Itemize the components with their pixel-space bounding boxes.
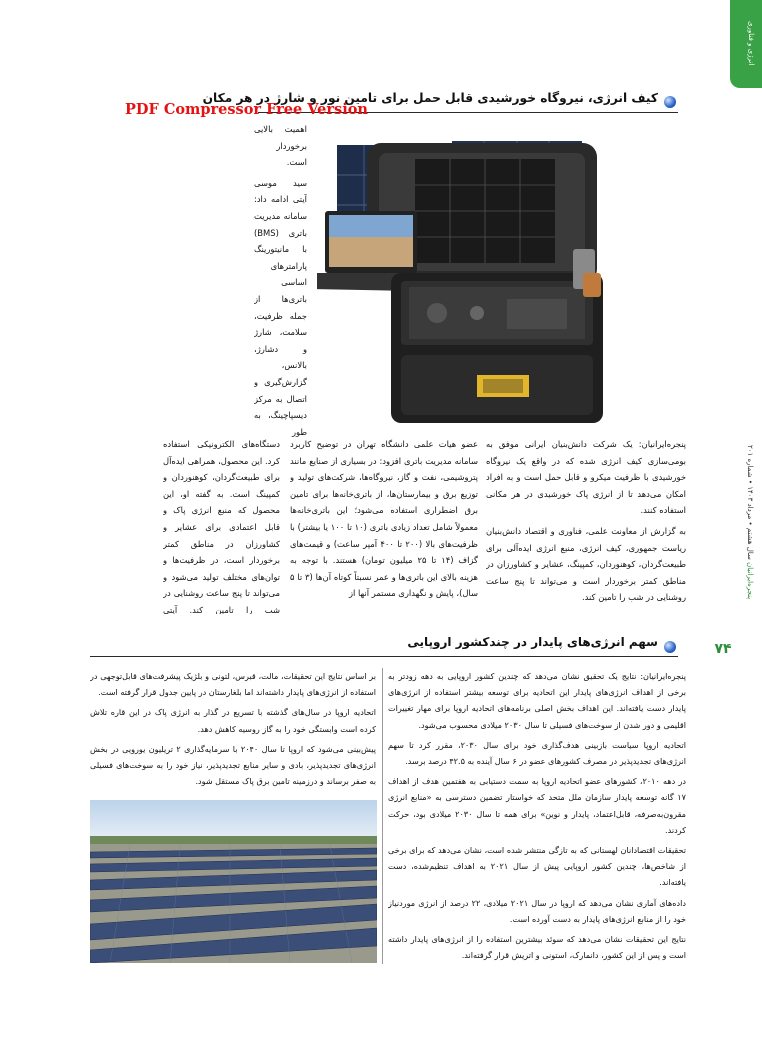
article1-title: کیف انرژی، نیروگاه خورشیدی قابل حمل برای تامین نور و شارژ در هر مکان [202,91,658,105]
article1-left-top-text [254,121,307,441]
article2-right-text [388,668,686,968]
article2-right-p4: تحقیقات اقتصادانان لهستانی که به تازگی منتشر شده است، نشان می‌دهد که برای برخی از شاخص‌ها، چندین کشور اروپایی پیش از سال ۲۰۲۱ به اهداف تنظیم‌شده، دست یافته‌اند. [388,845,686,888]
article2-left-p1: بر اساس نتایج این تحقیقات، مالت، قبرس، لتونی و بلژیک پیشرفت‌های قابل‌توجهی در استفاده از انرژی‌های پایدار داشته‌اند اما بلغارستان در پایین جدول قرار گرفته است. [90,671,376,698]
solar-suitcase-illustration [317,123,604,429]
article2-left-p3: پیش‌بینی می‌شود که اروپا تا سال ۲۰۴۰ با سرمایه‌گذاری ۲ تریلیون یورویی در بخش انرژی‌های تجدیدپذیر، بادی و سایر منابع تجدیدپذیر، نیاز خود را به سوخت‌های فسیلی به صفر برساند و درزمینه تامین برق پاک مستقل شود. [90,743,376,787]
issue-brand: پنجره‌ایرانیان [746,562,754,600]
article2-right-p6: نتایج این تحقیقات نشان می‌دهد که سوئد بیشترین استفاده را از انرژی‌های پایدار داشته است و پس از این کشور، دانمارک، استونی و اتریش قرار گرفته‌اند. [388,934,686,961]
section-tab [730,0,762,88]
article1-left-top-p1: اهمیت بالایی برخوردار است. [254,124,307,168]
solar-farm-illustration [90,800,377,963]
section-tab-label: انرژی و فناوری [747,20,755,66]
article1-right-p1: پنجره‌ایرانیان: یک شرکت دانش‌بنیان ایرانی موفق به بومی‌سازی کیف انرژی شده که در واقع یک نیروگاه خورشیدی با ظرفیت میکرو و قابل حمل است و به افراد امکان می‌دهد تا از انرژی پاک خورشیدی در هر مکانی استفاده کنند. [486,439,686,516]
solar-suitcase-photo [317,123,604,429]
issue-details: سال هشتم • مرداد ۱۴۰۳ • شماره ۲۰۱ [746,445,754,561]
article2-right-p1: پنجره‌ایرانیان: نتایج یک تحقیق نشان می‌دهد که چندین کشور اروپایی به دهه زودتر به برخی از اهداف انرژی‌های پایدار این اتحادیه برای توسعه بیشتر استفاده از انرژی‌های پایدار دست یافته‌اند. این اهداف بخش اصلی برنامه‌های اتحادیه اروپا برای مهار تغییرات اقلیمی و دور شدن از سوخت‌های فسیلی تا سال ۲۰۳۰ میلادی محسوب می‌شود. [388,671,686,730]
article1-right-p2: به گزارش از معاونت علمی، فناوری و اقتصاد دانش‌بنیان ریاست جمهوری، کیف انرژی، منبع انرژی ایده‌آلی برای طبیعت‌گردان، کوهنوردان، کمپینگ، عشایر و کشاورزان در مناطق کمتر برخوردار است و می‌تواند تا پنج ساعت روشنایی در شب را تامین کند. [486,525,686,603]
article1-middle-text [290,436,478,614]
globe-icon [664,641,676,653]
issue-info [736,430,754,615]
article2-right-p5: داده‌های آماری نشان می‌دهد که اروپا در سال ۲۰۲۱ میلادی، ۲۲ درصد از انرژی موردنیاز خود را از منابع انرژی‌های پایدار به دست آورده است. [388,897,686,924]
column-divider [382,668,383,964]
article2-left-p2: اتحادیه اروپا در سال‌های گذشته با تسریع در گذار به انرژی پاک در این قاره تلاش کرده است وابستگی خود را به گاز روسیه کاهش دهد. [90,707,376,734]
article1-left-top-p2: سید موسی آیتی ادامه داد: سامانه مدیریت باتری (BMS) با مانیتورینگ پارامترهای اساسی باتری‌ها از جمله ظرفیت، سلامت، شارژ و دشارژ، بالانس، گزارش‌گیری و اتصال به مرکز دیسپاچینگ، به طور [254,177,307,437]
article2-right-p3: در دهه ۲۰۱۰، کشورهای عضو اتحادیه اروپا به سمت دستیابی به هفتمین هدف از اهداف ۱۷ گانه توسعه پایدار سازمان ملل متحد که خواستار تضمین دسترسی به «منابع انرژی مقرون‌به‌صرفه، قابل‌اعتماد، پایدار و نوین» برای همه تا سال ۲۰۳۰ میلادی بود، حرکت کردند. [388,776,686,835]
article2-title-rule [90,656,678,657]
article1-middle-p1: عضو هیات علمی دانشگاه تهران در توضیح کاربرد سامانه مدیریت باتری افزود: در بسیاری از صنایع مانند پتروشیمی، نفت و گاز، نیروگاه‌ها، شرکت‌های تولید و توزیع برق و بیمارستان‌ها، از باتری‌خانه‌ها برای تامین برق اضطراری استفاده می‌شود؛ این باتری‌خانه‌ها معمولاً شامل تعداد زیادی باتری (۱۰ تا ۱۰۰ یا بیشتر) با ظرفیت‌های بالا (۲۰۰ تا ۴۰۰ آمپر ساعت) و قیمت‌های گزاف (۱۴ تا ۲۵ میلیون تومان) هستند. با توجه به هزینه بالای این باتری‌ها و عمر نسبتاً کوتاه آن‌ها (۳ تا ۵ سال)، پایش و نگهداری مستمر آنها از [290,439,478,599]
article2-right-p2: اتحادیه اروپا سیاست بازبینی هدف‌گذاری خود برای سال ۲۰۳۰، مقرر کرد تا سهم انرژی‌های تجدیدپذیر در مصرف کشورهای عضو در ۶ سال آینده به ۴۲.۵ درصد برسد. [388,739,686,767]
article1-left-bottom-text [163,436,280,614]
article1-left-bottom-p1: دستگاه‌های الکترونیکی استفاده کرد. این محصول، همراهی ایده‌آل برای طبیعت‌گردان، کوهنوردان و کمپینگ است. به گفته او، این محصول که منبع انرژی پاک و قابل اعتمادی برای عشایر و کشاورزان در مناطق کمتر برخوردار است، در ظرفیت‌ها و توان‌های مختلف تولید می‌شود و می‌تواند تا پنج ساعت روشنایی در شب را تامین کند. آیتی [163,439,280,614]
page-number: ۷۴ [714,641,732,657]
globe-icon [664,96,676,108]
article1-right-text [486,436,686,614]
solar-farm-photo [90,800,377,963]
article2-title: سهم انرژی‌های پایدار در چندکشور اروپایی [407,635,658,649]
pdf-watermark: PDF Compressor Free Version [125,101,368,118]
article2-left-text [90,668,376,794]
